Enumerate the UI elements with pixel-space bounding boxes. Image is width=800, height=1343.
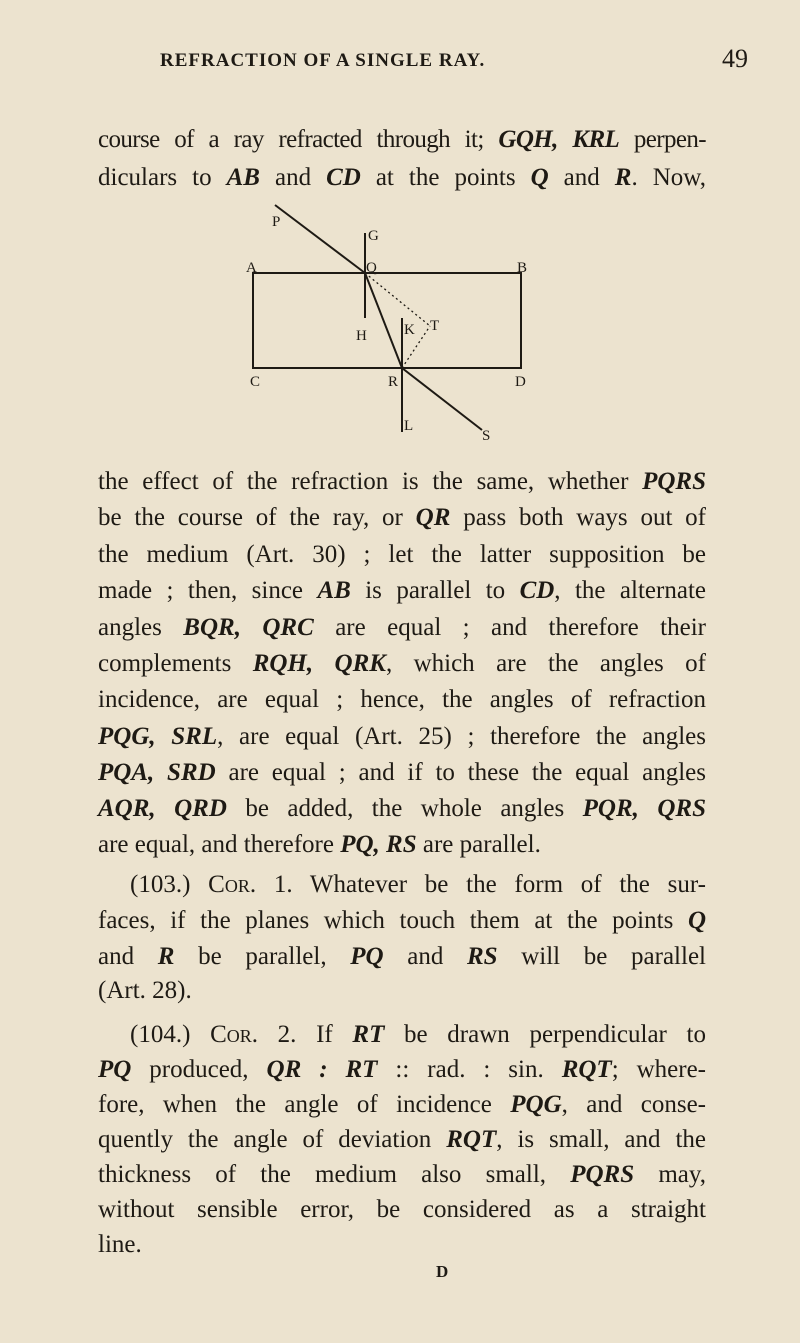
- text-run: . Now,: [631, 164, 706, 191]
- text-line: [98, 830, 706, 860]
- text-run: , which are the angles of: [385, 650, 706, 677]
- page-number: 49: [722, 44, 748, 73]
- text-line: [98, 685, 706, 715]
- text-line: [98, 649, 706, 679]
- text-line: [98, 467, 706, 497]
- text-line: [98, 906, 706, 936]
- math-symbol: PQ: [98, 1056, 132, 1083]
- math-symbol: QR : RT: [266, 1056, 378, 1083]
- text-run: are parallel.: [416, 831, 541, 858]
- text-line: [98, 1125, 706, 1155]
- label-s: S: [482, 428, 491, 444]
- math-symbol: PQRS: [570, 1161, 635, 1188]
- math-symbol: RS: [466, 943, 498, 970]
- text-run: at the points: [360, 164, 531, 191]
- math-symbol: RQH, QRK: [252, 650, 386, 677]
- text-run: 2. If: [258, 1021, 353, 1048]
- text-line: [98, 1195, 706, 1225]
- text-run: complements: [98, 650, 253, 677]
- math-symbol: AB: [317, 577, 351, 604]
- text-run: and: [259, 164, 327, 191]
- math-symbol: AQR, QRD: [98, 795, 227, 822]
- text-run: (104.): [130, 1021, 211, 1048]
- label-q: Q: [366, 260, 377, 276]
- text-run: Cor.: [210, 1021, 259, 1048]
- text-line: [98, 976, 706, 1006]
- math-symbol: PQG, SRL: [98, 723, 218, 750]
- text-line: [98, 125, 706, 155]
- text-run: incidence, are equal ; hence, the angles of refraction: [98, 686, 706, 713]
- text-run: is parallel to: [350, 577, 520, 604]
- text-line: [98, 1230, 706, 1260]
- label-a: A: [246, 260, 257, 276]
- text-line: [98, 163, 706, 193]
- math-symbol: QR: [415, 504, 451, 531]
- text-line: [130, 1020, 706, 1050]
- text-run: be added, the whole angles: [226, 795, 583, 822]
- text-run: 1. Whatever be the form of the sur-: [256, 871, 707, 898]
- math-symbol: R: [614, 164, 632, 191]
- math-symbol: R: [157, 943, 175, 970]
- label-l: L: [404, 418, 414, 434]
- running-title: REFRACTION OF A SINGLE RAY.: [160, 50, 486, 71]
- text-run: faces, if the planes which touch them at the points: [98, 907, 688, 934]
- label-p: P: [272, 214, 281, 230]
- ray-qr: [365, 273, 402, 368]
- refraction-diagram: [0, 0, 800, 460]
- text-run: made ; then, since: [98, 577, 318, 604]
- label-b: B: [517, 260, 528, 276]
- math-symbol: PQRS: [642, 468, 706, 495]
- text-run: , and conse-: [561, 1091, 707, 1118]
- text-run: are equal ; and therefore their: [313, 614, 706, 641]
- text-line: [98, 540, 706, 570]
- text-line: [98, 1160, 706, 1190]
- math-symbol: GQH, KRL: [498, 126, 620, 153]
- label-k: K: [404, 322, 415, 338]
- text-line: [98, 503, 706, 533]
- text-run: and: [98, 943, 158, 970]
- text-run: without sensible error, be considered as a straight: [98, 1196, 706, 1223]
- text-run: be parallel,: [174, 943, 351, 970]
- label-t: T: [430, 318, 440, 334]
- text-run: angles: [98, 614, 184, 641]
- label-g: G: [368, 228, 379, 244]
- math-symbol: CD: [326, 164, 361, 191]
- math-symbol: PQA, SRD: [98, 759, 216, 786]
- text-run: thickness of the medium also small,: [98, 1161, 571, 1188]
- text-run: line.: [98, 1231, 142, 1258]
- ray-rs: [402, 368, 482, 430]
- text-run: are equal ; and if to these the equal angles: [215, 759, 706, 786]
- text-run: pass both ways out of: [450, 504, 707, 531]
- text-run: may,: [634, 1161, 706, 1188]
- math-symbol: RQT: [561, 1056, 612, 1083]
- math-symbol: Q: [530, 164, 549, 191]
- text-run: Cor.: [208, 871, 257, 898]
- medium-rectangle: [253, 273, 521, 368]
- text-run: will be parallel: [497, 943, 706, 970]
- math-symbol: Q: [687, 907, 706, 934]
- signature-mark: D: [436, 1262, 449, 1281]
- text-run: course of a ray refracted through it;: [98, 126, 499, 153]
- text-run: and: [548, 164, 615, 191]
- text-run: , are equal (Art. 25) ; therefore the angles: [217, 723, 706, 750]
- text-line: [98, 1090, 706, 1120]
- text-run: produced,: [131, 1056, 267, 1083]
- text-line: [98, 794, 706, 824]
- text-line: [98, 722, 706, 752]
- text-line: [98, 1055, 706, 1085]
- label-d: D: [515, 374, 526, 390]
- text-line: [130, 870, 706, 900]
- math-symbol: CD: [519, 577, 555, 604]
- math-symbol: PQG: [510, 1091, 562, 1118]
- text-run: ; where-: [611, 1056, 707, 1083]
- math-symbol: PQ: [350, 943, 384, 970]
- math-symbol: AB: [226, 164, 260, 191]
- text-run: and: [383, 943, 467, 970]
- text-run: , the alternate: [554, 577, 706, 604]
- math-symbol: RT: [352, 1021, 385, 1048]
- text-run: fore, when the angle of incidence: [98, 1091, 511, 1118]
- text-run: (Art. 28).: [98, 977, 192, 1004]
- text-line: [98, 613, 706, 643]
- text-run: be drawn perpendicular to: [384, 1021, 706, 1048]
- ray-pq: [275, 205, 365, 273]
- text-run: be the course of the ray, or: [98, 504, 416, 531]
- math-symbol: BQR, QRC: [183, 614, 314, 641]
- math-symbol: RQT: [446, 1126, 497, 1153]
- text-run: are equal, and therefore: [98, 831, 341, 858]
- text-run: the effect of the refraction is the same, whether: [98, 468, 643, 495]
- text-run: the medium (Art. 30) ; let the latter supposition be: [98, 541, 706, 568]
- text-run: quently the angle of deviation: [98, 1126, 447, 1153]
- math-symbol: PQ, RS: [340, 831, 417, 858]
- label-c: C: [250, 374, 261, 390]
- text-run: diculars to: [98, 164, 227, 191]
- label-h: H: [356, 328, 367, 344]
- text-run: :: rad. : sin.: [377, 1056, 562, 1083]
- math-symbol: PQR, QRS: [582, 795, 706, 822]
- text-run: (103.): [130, 871, 209, 898]
- text-line: [98, 576, 706, 606]
- text-line: [98, 942, 706, 972]
- label-r: R: [388, 374, 399, 390]
- text-run: , is small, and the: [496, 1126, 706, 1153]
- text-line: [98, 758, 706, 788]
- text-run: perpen-: [619, 126, 706, 153]
